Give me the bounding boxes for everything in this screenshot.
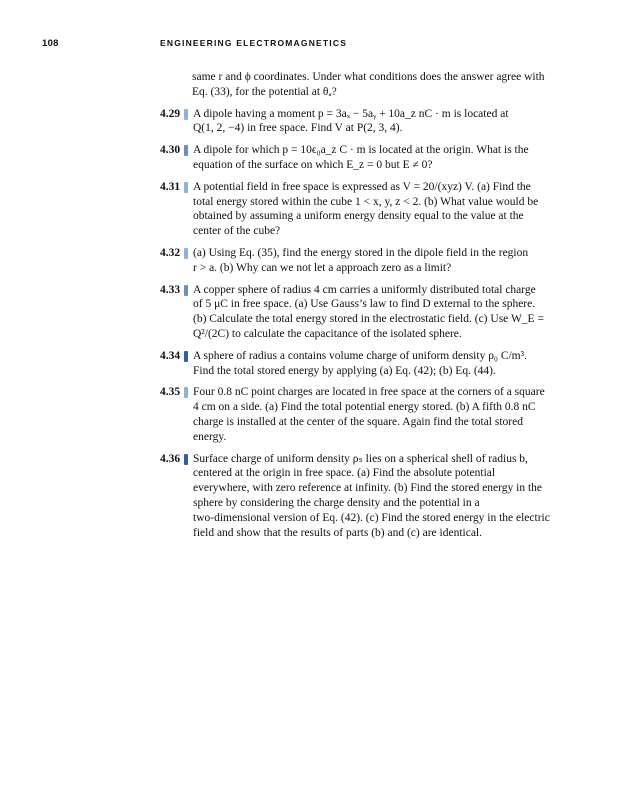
problem-text (193, 246, 577, 276)
problem-4-31 (0, 180, 627, 239)
text-line: same r and ϕ coordinates. Under what conditions does the answer agree with (192, 71, 545, 83)
text-line: energy. (193, 430, 227, 443)
problem-number: 4.29 (160, 107, 181, 120)
text-line: Four 0.8 nC point charges are located in free space at the corners of a square (193, 386, 545, 399)
text-line: of 5 μC in free space. (a) Use Gauss’s law to find D external to the sphere. (193, 298, 536, 311)
text-line: charge is installed at the center of the square. Again find the total stored (193, 415, 523, 428)
text-line: Q²/(2C) to calculate the capacitance of the isolated sphere. (193, 327, 462, 340)
text-line: r > a. (b) Why can we not let a approach zero as a limit? (193, 261, 452, 274)
problem-4-34 (0, 349, 627, 379)
problem-4-35 (0, 385, 627, 444)
running-title: ENGINEERING ELECTROMAGNETICS (160, 38, 348, 48)
text-line: equation of the surface on which E_z = 0 but E ≠ 0? (193, 158, 433, 171)
text-line: A dipole having a moment p = 3aₓ − 5aᵧ + 10a_z nC · m is located at (193, 107, 509, 120)
difficulty-marker-icon (184, 387, 188, 398)
problem-text (193, 143, 577, 173)
problem-list (0, 70, 627, 540)
text-line: center of the cube? (193, 225, 281, 238)
problem-number: 4.34 (160, 349, 181, 362)
text-line: A dipole for which p = 10ϵ₀a_z C · m is located at the origin. What is the (193, 144, 529, 157)
text-line: Find the total stored energy by applying (a) Eq. (42); (b) Eq. (44). (193, 364, 496, 377)
difficulty-marker-icon (184, 454, 188, 465)
text-line: field and show that the results of parts (b) and (c) are identical. (193, 526, 482, 539)
problem-text (193, 283, 577, 342)
problem-number: 4.32 (160, 246, 181, 259)
problem-number: 4.35 (160, 386, 181, 399)
page-number: 108 (42, 38, 59, 49)
text-line: 4 cm on a side. (a) Find the total potential energy stored. (b) A fifth 0.8 nC (193, 401, 536, 414)
difficulty-marker-icon (184, 285, 188, 296)
text-line: Surface charge of uniform density ρₛ lies on a spherical shell of radius b, (193, 452, 528, 465)
page-header (0, 38, 627, 52)
problem-text (193, 385, 577, 444)
text-line: Eq. (33), for the potential at θₐ? (192, 85, 337, 98)
problem-text (193, 107, 577, 137)
problem-number: 4.31 (160, 180, 181, 193)
problem-number: 4.33 (160, 283, 181, 296)
problem-4-33 (0, 283, 627, 342)
difficulty-marker-icon (184, 248, 188, 259)
problem-text (193, 452, 577, 541)
problem-4-36 (0, 452, 627, 541)
text-line: A sphere of radius a contains volume charge of uniform density ρ₀ C/m³. (193, 349, 527, 362)
problem-4-29 (0, 107, 627, 137)
problem-text (193, 349, 577, 379)
problem-4-30 (0, 143, 627, 173)
text-line: centered at the origin in free space. (a) Find the absolute potential (193, 467, 496, 480)
problem-number: 4.36 (160, 452, 181, 465)
text-line: A potential field in free space is expressed as V = 20/(xyz) V. (a) Find the (193, 180, 531, 193)
problem-4-32 (0, 246, 627, 276)
text-line: obtained by assuming a uniform energy density equal to the value at the (193, 210, 524, 223)
difficulty-marker-icon (184, 145, 188, 156)
text-line: (b) Calculate the total energy stored in the electrostatic field. (c) Use W_E = (193, 313, 544, 326)
difficulty-marker-icon (184, 109, 188, 120)
text-line: two-dimensional version of Eq. (42). (c) Find the stored energy in the electric (193, 511, 550, 524)
continuation-paragraph (192, 70, 584, 100)
difficulty-marker-icon (184, 182, 188, 193)
difficulty-marker-icon (184, 351, 188, 362)
text-line: A copper sphere of radius 4 cm carries a uniformly distributed total charge (193, 283, 536, 296)
text-line: total energy stored within the cube 1 < x, y, z < 2. (b) What value would be (193, 195, 539, 208)
text-line: everywhere, with zero reference at infinity. (b) Find the stored energy in the (193, 482, 543, 495)
problem-number: 4.30 (160, 144, 181, 157)
text-line: Q(1, 2, −4) in free space. Find V at P(2, 3, 4). (193, 122, 403, 135)
problem-text (193, 180, 577, 239)
text-line: sphere by considering the charge density and the potential in a (193, 496, 480, 509)
text-line: (a) Using Eq. (35), find the energy stored in the dipole field in the region (193, 246, 529, 259)
